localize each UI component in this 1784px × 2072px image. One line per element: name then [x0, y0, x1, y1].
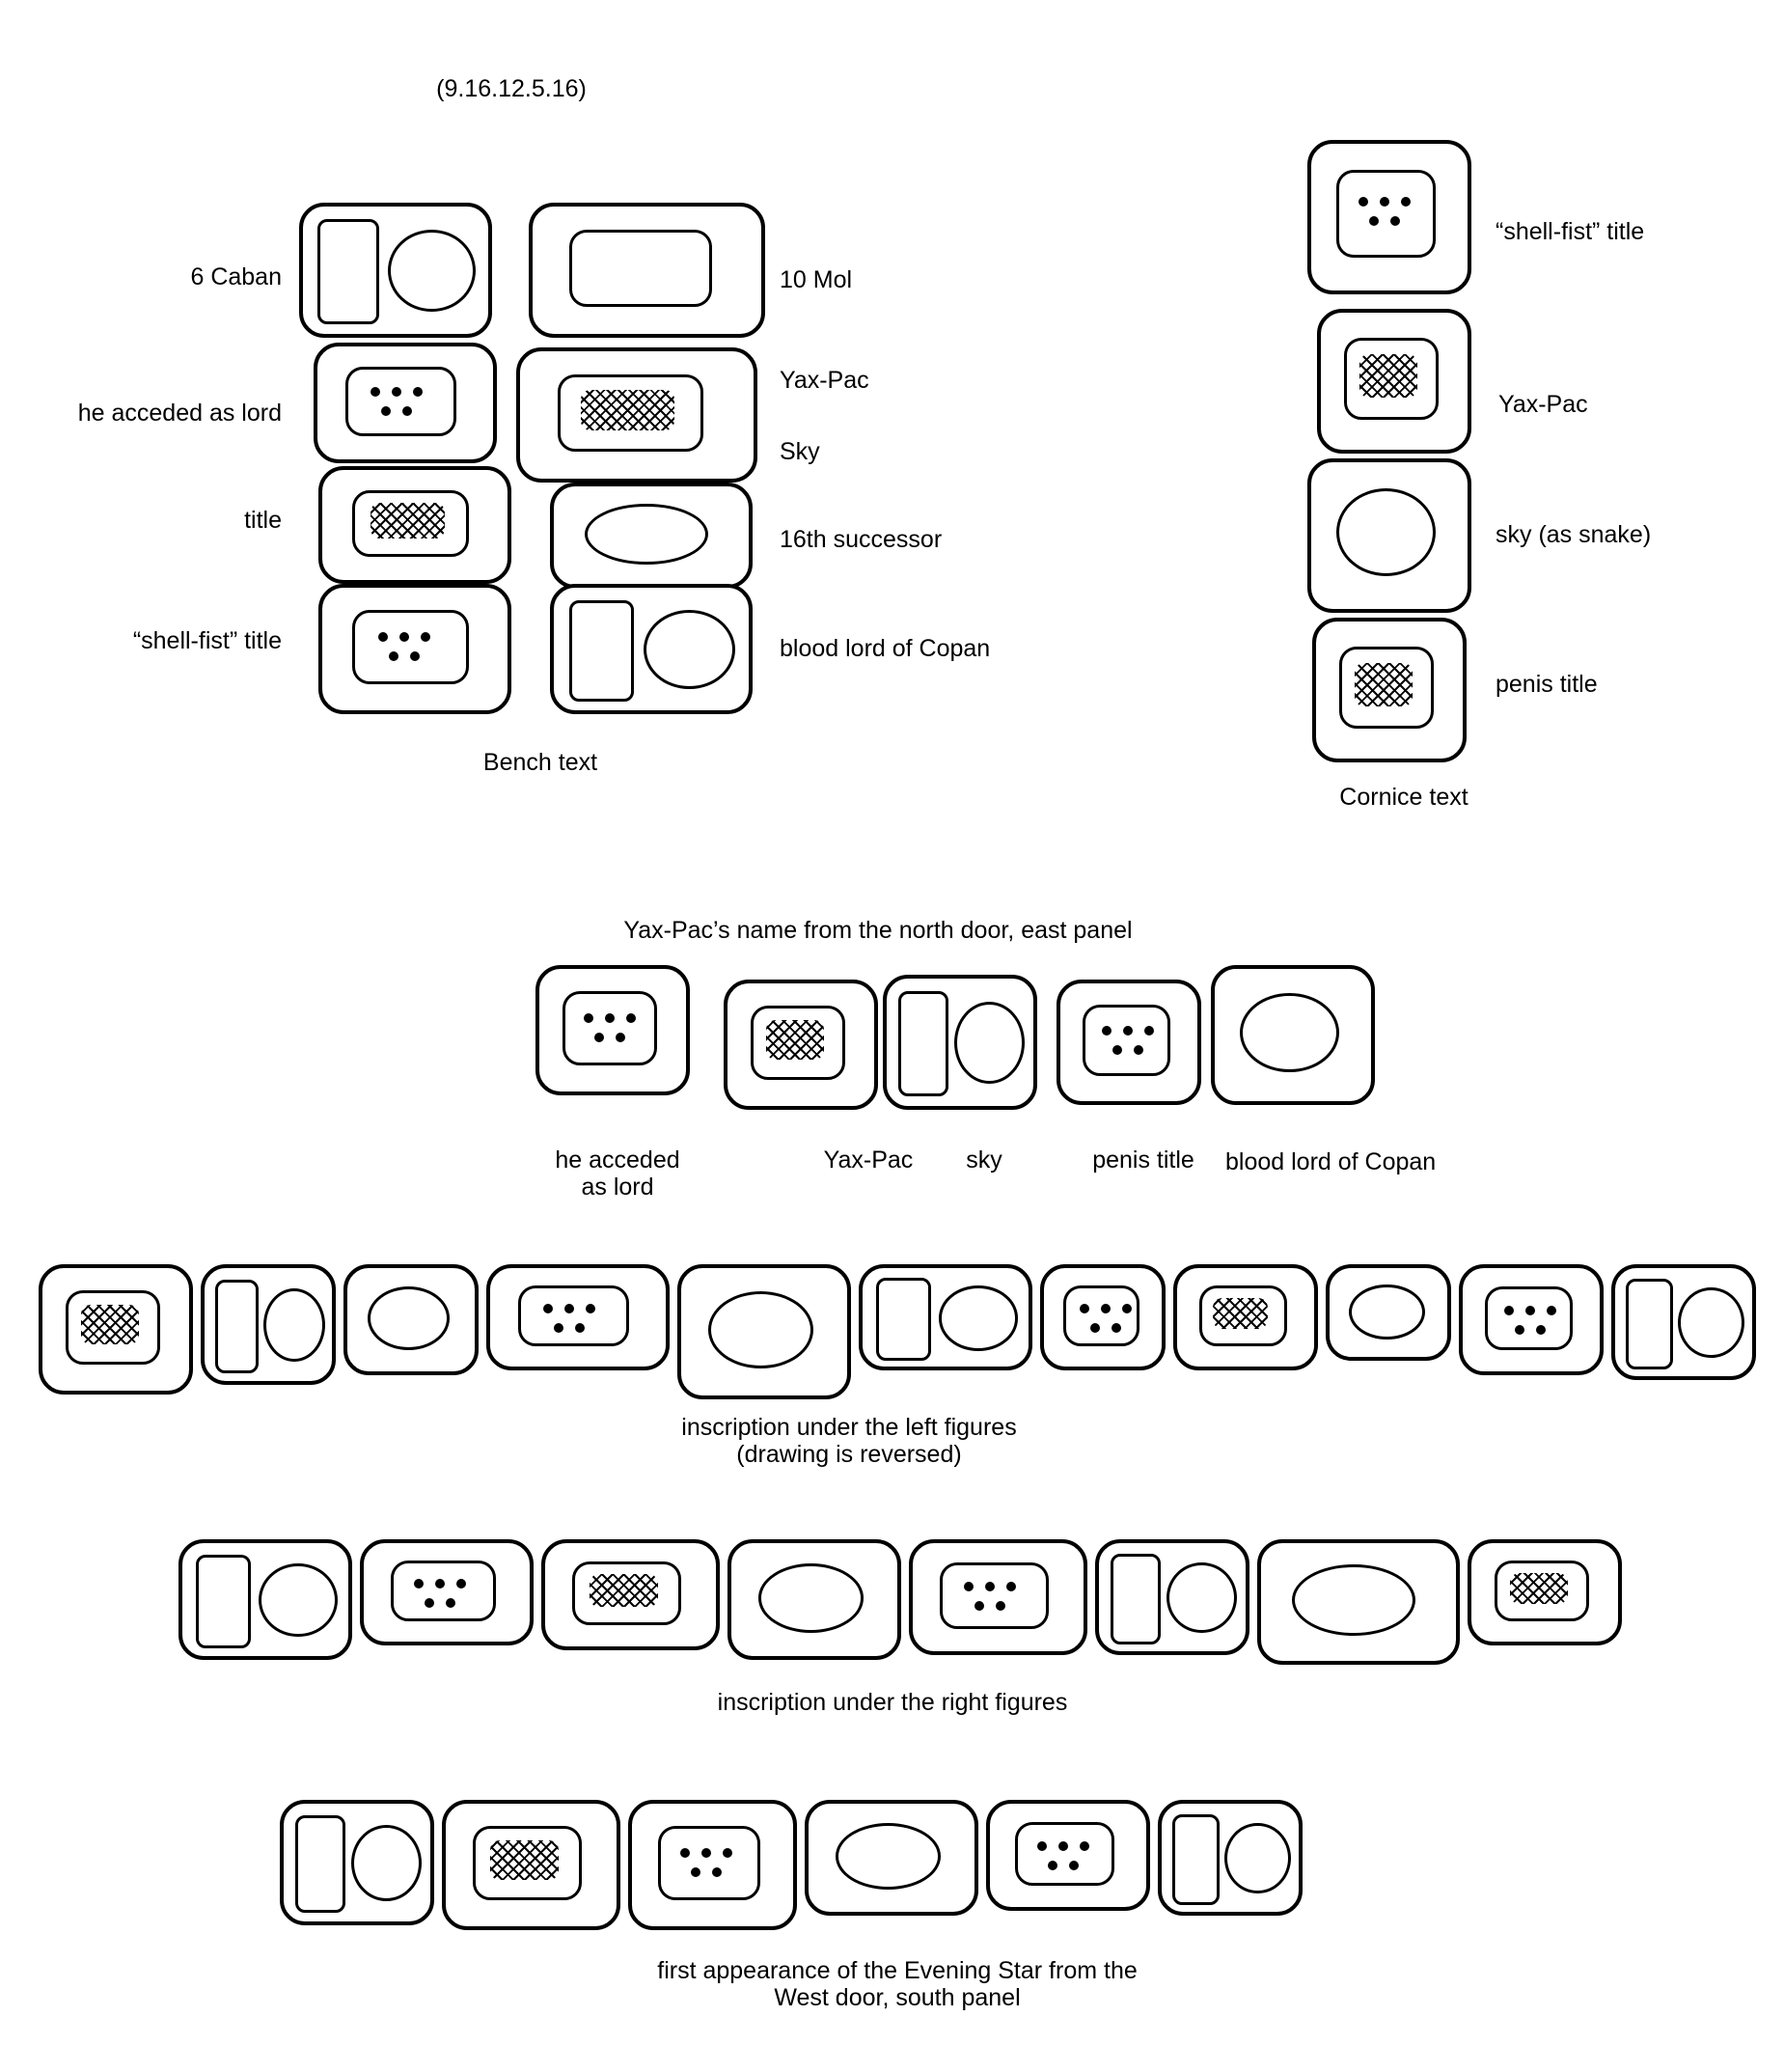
cornice-label-yax-pac: Yax-Pac: [1498, 391, 1588, 418]
cornice-glyph-sky-snake: [1307, 458, 1471, 613]
label-16th-successor: 16th successor: [780, 526, 943, 553]
label-yax-pac: Yax-Pac: [780, 367, 869, 394]
north-glyph-acceded: [535, 965, 690, 1095]
glyph: [178, 1539, 352, 1660]
label-6-caban: 6 Caban: [190, 263, 282, 290]
glyph: [859, 1264, 1032, 1370]
glyph: [201, 1264, 336, 1385]
cornice-label-sky-snake: sky (as snake): [1496, 521, 1652, 548]
glyph: [1173, 1264, 1318, 1370]
glyph: [541, 1539, 720, 1650]
glyph-6-caban: [299, 203, 492, 338]
glyph: [1611, 1264, 1756, 1380]
label-title: title: [244, 507, 282, 534]
glyph-blood-lord: [550, 584, 753, 714]
cornice-glyph-shell-fist: [1307, 140, 1471, 294]
glyph: [39, 1264, 193, 1395]
north-label-acceded-1: he acceded: [555, 1147, 680, 1174]
label-acceded-as-lord: he acceded as lord: [77, 400, 282, 427]
north-door-title: Yax-Pac’s name from the north door, east panel: [623, 917, 1133, 944]
glyph-acceded: [314, 343, 497, 463]
left-figures-caption-1: inscription under the left figures: [681, 1414, 1017, 1441]
north-label-yax-pac: Yax-Pac: [823, 1147, 914, 1174]
glyph: [909, 1539, 1087, 1655]
cornice-label-shell-fist: “shell-fist” title: [1496, 218, 1645, 245]
north-label-sky: sky: [966, 1147, 1002, 1174]
glyph: [677, 1264, 851, 1399]
long-count-date: (9.16.12.5.16): [436, 75, 587, 102]
evening-star-caption-1: first appearance of the Evening Star from the: [657, 1957, 1138, 1984]
label-blood-lord-of-copan: blood lord of Copan: [780, 635, 991, 662]
glyph: [805, 1800, 978, 1916]
glyph: [442, 1800, 620, 1930]
north-glyph-penis-title: [1057, 980, 1201, 1105]
glyph-10-mol: [529, 203, 765, 338]
north-label-acceded-2: as lord: [581, 1174, 654, 1201]
glyph-16th-successor: [550, 483, 753, 589]
glyph-yax-pac-sky: [516, 347, 757, 483]
evening-star-caption-2: West door, south panel: [774, 1984, 1021, 2011]
north-glyph-blood-lord: [1211, 965, 1375, 1105]
glyph-title: [318, 466, 511, 584]
glyph: [360, 1539, 534, 1645]
glyph: [280, 1800, 434, 1925]
glyph: [1040, 1264, 1166, 1370]
glyph: [1095, 1539, 1249, 1655]
glyph: [1158, 1800, 1303, 1916]
cornice-glyph-yax-pac: [1317, 309, 1471, 454]
left-figures-caption-2: (drawing is reversed): [736, 1441, 962, 1468]
cornice-caption: Cornice text: [1339, 784, 1468, 811]
north-label-penis-title: penis title: [1092, 1147, 1194, 1174]
glyph-shell-fist: [318, 584, 511, 714]
glyph: [1326, 1264, 1451, 1361]
evening-star-glyph-row: [280, 1800, 1303, 1930]
glyph: [486, 1264, 670, 1370]
right-figures-caption: inscription under the right figures: [717, 1689, 1068, 1716]
label-sky: Sky: [780, 438, 820, 465]
cornice-label-penis-title: penis title: [1496, 671, 1598, 698]
cornice-glyph-penis-title: [1312, 618, 1467, 762]
bench-caption: Bench text: [482, 749, 598, 776]
north-glyph-sky: [883, 975, 1037, 1110]
glyph: [1468, 1539, 1622, 1645]
left-figures-glyph-row: [39, 1264, 1756, 1399]
glyph: [1459, 1264, 1604, 1375]
glyph: [727, 1539, 901, 1660]
glyph: [1257, 1539, 1460, 1665]
north-label-blood-lord: blood lord of Copan: [1225, 1148, 1437, 1175]
label-10-mol: 10 Mol: [780, 266, 853, 293]
label-shell-fist-title: “shell-fist” title: [132, 627, 282, 654]
right-figures-glyph-row: [178, 1539, 1622, 1665]
north-glyph-yax-pac: [724, 980, 878, 1110]
glyph: [986, 1800, 1150, 1911]
glyph: [628, 1800, 797, 1930]
glyph: [343, 1264, 479, 1375]
